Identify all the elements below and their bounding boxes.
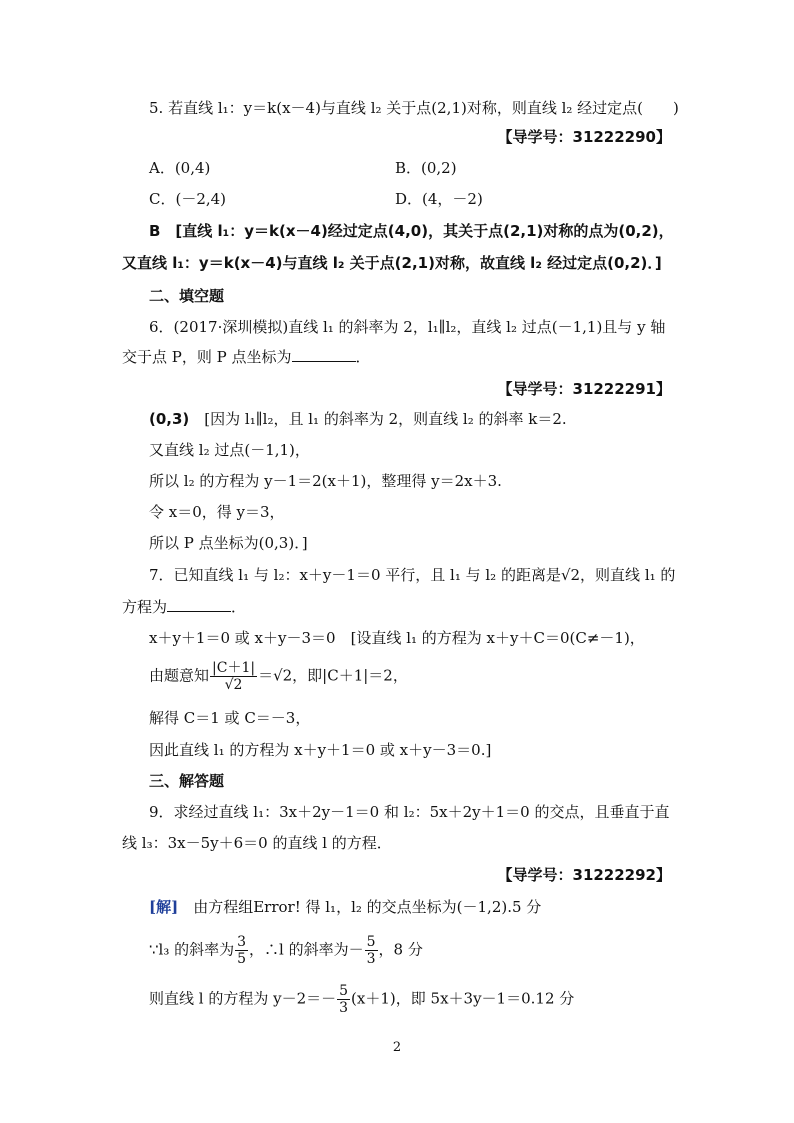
q6-stem-end: ． (355, 348, 371, 366)
fraction-denominator: 3 (339, 1000, 349, 1016)
q6-answer-line3: 所以 l₂ 的方程为 y－1＝2(x＋1)，整理得 y＝2x＋3. (149, 472, 502, 490)
q6-answer-line4: 令 x＝0，得 y＝3， (149, 503, 285, 521)
q6-answer-value: (0,3) (149, 410, 190, 428)
q5-option-b: B．(0,2) (395, 159, 457, 177)
fraction-denominator: 5 (237, 951, 247, 967)
fraction-numerator: 5 (339, 983, 349, 999)
page-number: 2 (392, 1040, 402, 1055)
q7-answer-line1: x＋y＋1＝0 或 x＋y－3＝0 [设直线 l₁ 的方程为 x＋y＋C＝0(C≠－1)， (149, 629, 645, 647)
q6-answer-line5: 所以 P 点坐标为(0,3)．] (149, 534, 308, 552)
q5-option-d: D．(4，－2) (395, 190, 483, 208)
q7-answer-line4: 因此直线 l₁ 的方程为 x＋y＋1＝0 或 x＋y－3＝0.] (149, 741, 492, 759)
slope-fraction (235, 934, 248, 967)
q6-stem-text: 交于点 P，则 P 点坐标为 (122, 348, 292, 366)
q7-fraction (210, 660, 257, 693)
q9-solution-text: ∵l₃ 的斜率为 (149, 940, 235, 959)
answer-blank (292, 347, 356, 362)
q5-stem: 5. 若直线 l₁：y＝k(x－4)与直线 l₂ 关于点(2,1)对称，则直线 l₂ 经过定点( ) (149, 99, 679, 117)
q5-option-a: A．(0,4) (149, 159, 211, 177)
q6-stem-line2 (122, 346, 371, 368)
q7-answer-line2 (149, 660, 408, 693)
q7-stem-text: 方程为 (122, 598, 168, 616)
q9-solution-text: 由方程组Error! 得 l₁，l₂ 的交点坐标为(－1,2).5 分 (178, 898, 542, 916)
q9-solution-line3 (149, 983, 574, 1016)
q7-stem-line2 (122, 596, 246, 618)
q7-answer-line3: 解得 C＝1 或 C＝－3， (149, 709, 311, 727)
q6-guide: 【导学号：31222291】 (497, 380, 671, 398)
q9-solution-text: 则直线 l 的方程为 y－2＝－ (149, 989, 337, 1008)
q6-answer-reason: [因为 l₁∥l₂，且 l₁ 的斜率为 2，则直线 l₂ 的斜率 k＝2. (189, 410, 567, 428)
q9-stem-line1: 9．求经过直线 l₁：3x＋2y－1＝0 和 l₂：5x＋2y＋1＝0 的交点，且垂直于直 (149, 803, 670, 821)
q5-answer-line2: 又直线 l₁：y＝k(x－4)与直线 l₂ 关于点(2,1)对称，故直线 l₂ 经过定点(0,2)．] (122, 254, 662, 272)
q5-option-c: C．(－2,4) (149, 190, 227, 208)
q6-stem-line1: 6．(2017·深圳模拟)直线 l₁ 的斜率为 2，l₁∥l₂，直线 l₂ 过点(－1,1)且与 y 轴 (149, 318, 666, 336)
q7-answer-text-end: ＝√2，即|C＋1|＝2， (258, 666, 408, 685)
q6-answer-line1 (149, 408, 567, 430)
slope-fraction (337, 983, 350, 1016)
fraction-numerator: 3 (237, 934, 247, 950)
q7-stem-line1: 7．已知直线 l₁ 与 l₂：x＋y－1＝0 平行，且 l₁ 与 l₂ 的距离是√2，则直线 l₁ 的 (149, 566, 676, 584)
section-fill-blank-heading: 二、填空题 (149, 287, 225, 305)
q9-solution-text: (x＋1)，即 5x＋3y－1＝0.12 分 (351, 989, 575, 1008)
q9-solution-text: ，∴l 的斜率为－ (249, 940, 364, 959)
slope-fraction (365, 934, 378, 967)
q9-stem-line2: 线 l₃：3x－5y＋6＝0 的直线 l 的方程． (122, 834, 392, 852)
answer-blank (167, 597, 231, 612)
q6-answer-line2: 又直线 l₂ 过点(－1,1)， (149, 441, 310, 459)
q9-solution-text: ，8 分 (378, 940, 423, 959)
q9-solution-line2 (149, 934, 423, 967)
q5-answer-line1: B [直线 l₁：y＝k(x－4)经过定点(4,0)，其关于点(2,1)对称的点为(0,2)， (149, 222, 674, 240)
fraction-denominator: 3 (366, 951, 376, 967)
fraction-numerator: 5 (366, 934, 376, 950)
q9-solution-tag: [解] (149, 898, 179, 916)
q9-guide: 【导学号：31222292】 (497, 866, 671, 884)
q7-fraction-numerator: |C＋1| (212, 660, 256, 676)
q7-fraction-denominator: √2 (224, 677, 243, 693)
q7-answer-text: 由题意知 (149, 666, 210, 685)
q9-solution-line1 (149, 896, 541, 918)
section-solve-heading: 三、解答题 (149, 772, 225, 790)
q5-guide: 【导学号：31222290】 (497, 128, 671, 146)
q7-stem-end: ． (231, 598, 247, 616)
